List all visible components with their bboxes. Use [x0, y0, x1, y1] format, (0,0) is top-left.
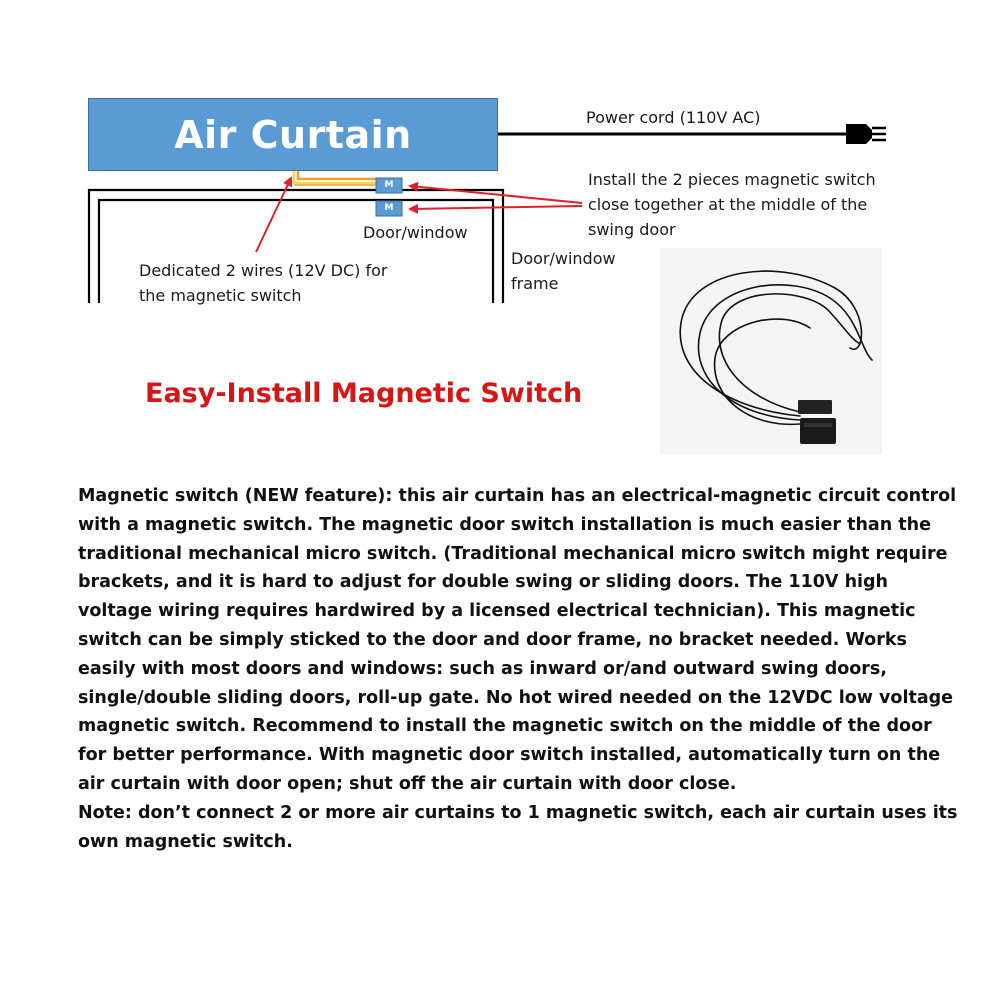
- switch-marker-upper-label: M: [384, 180, 394, 190]
- frame-label-line-1: Door/window: [511, 249, 616, 268]
- install-note-line-3: swing door: [588, 220, 676, 239]
- air-curtain-unit: [88, 98, 498, 171]
- install-note-line-2: close together at the middle of the: [588, 195, 868, 214]
- dc-wires: [294, 171, 376, 185]
- switch-marker-lower-label: M: [384, 203, 394, 213]
- description-paragraph: Magnetic switch (NEW feature): this air curtain has an electrical-magnetic circuit control with a magnetic switch. The magnetic door switch installation is much easier than the traditional mechanical micro switch. (Traditional mechanical micro switch might require brackets, and it is hard to adjust for double swing or sliding doors. The 110V high voltage wiring requires hardwired by a licensed electrical technician). This magnetic switch can be simply sticked to the door and door frame, no bracket needed. Works easily with most doors and windows: such as inward or/and outward swing doors, single/double sliding doors, roll-up gate. No hot wired needed on the 12VDC low voltage magnetic switch. Recommend to install the magnetic switch on the middle of the door for better performance. With magnetic door switch installed, automatically turn on the air curtain with door open; shut off the air curtain with door close.: [78, 486, 957, 794]
- arrow-to-lower-switch: [410, 206, 582, 209]
- headline: Easy-Install Magnetic Switch: [145, 378, 583, 409]
- plug-icon: [846, 124, 886, 144]
- magnetic-switch-photo: [660, 248, 882, 454]
- description-block: [78, 482, 958, 856]
- frame-label-line-2: frame: [511, 274, 559, 293]
- wires-label-line-2: the magnetic switch: [139, 286, 302, 305]
- wires-label-line-1: Dedicated 2 wires (12V DC) for: [139, 261, 388, 280]
- magnetic-switch-with-wires-icon: [660, 248, 882, 454]
- door-window-label: Door/window: [363, 223, 468, 242]
- power-cord-label: Power cord (110V AC): [586, 108, 761, 127]
- magnetic-switch-body: [798, 400, 836, 444]
- air-curtain-title: Air Curtain: [174, 112, 412, 157]
- description-note: Note: don’t connect 2 or more air curtains to 1 magnetic switch, each air curtain uses its own magnetic switch.: [78, 802, 958, 852]
- install-note-line-1: Install the 2 pieces magnetic switch: [588, 170, 876, 189]
